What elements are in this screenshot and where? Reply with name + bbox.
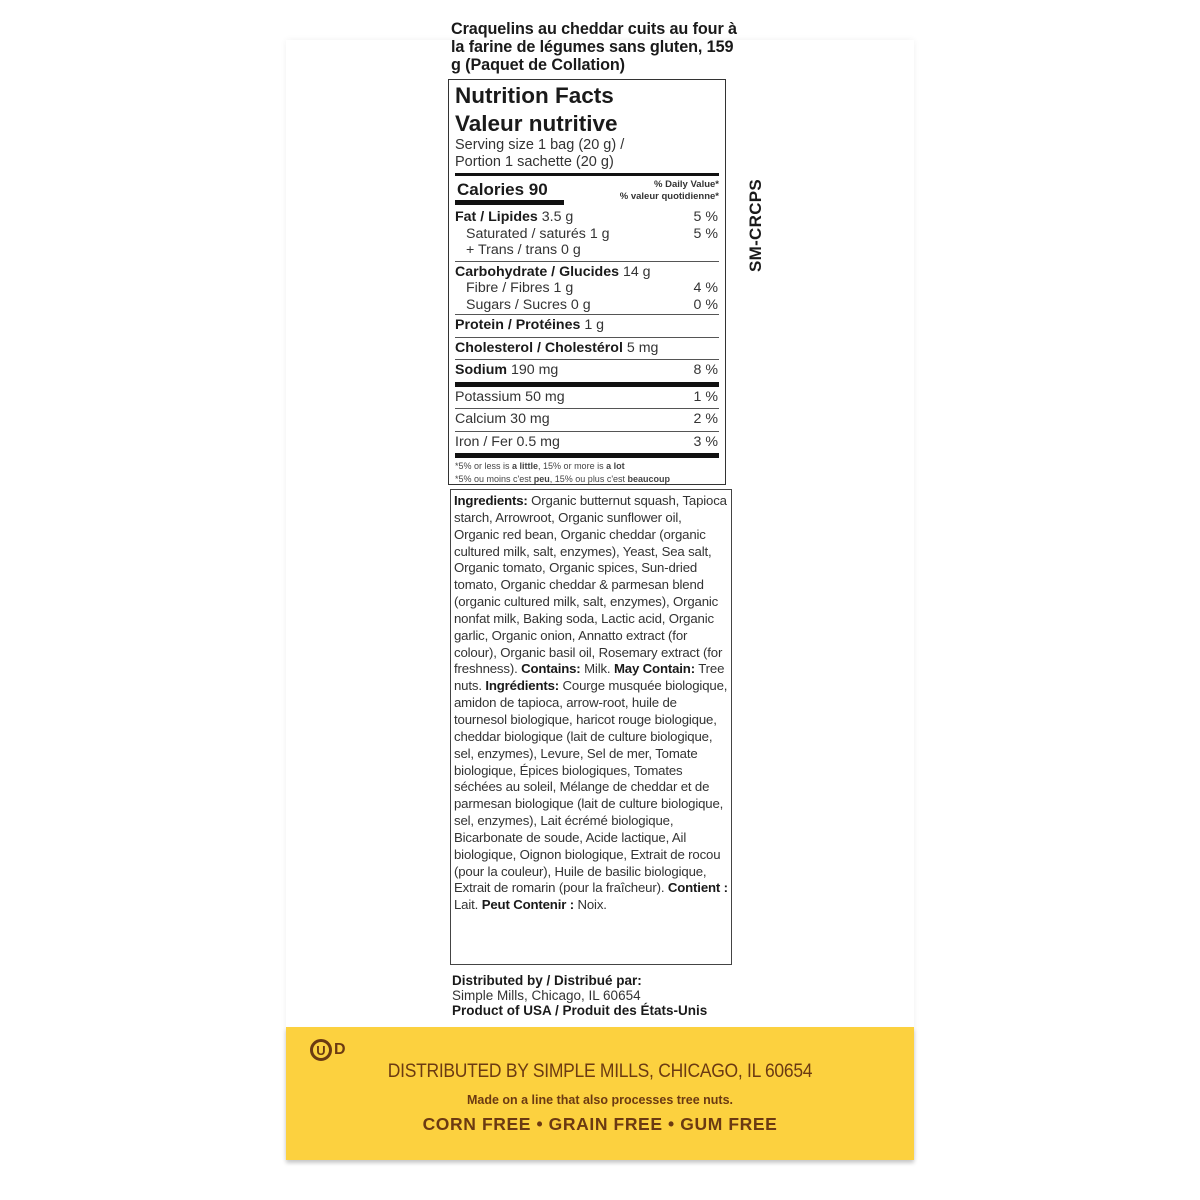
serving-size-en: Serving size 1 bag (20 g) / <box>455 137 625 153</box>
contains-label: Contains: <box>521 661 581 677</box>
distributor-line2: Simple Mills, Chicago, IL 60654 <box>452 988 641 1003</box>
potassium-label: Potassium 50 mg <box>455 388 565 405</box>
footnote <box>455 460 719 486</box>
may-contain-text: Tree nuts. <box>454 661 725 694</box>
fibre-label: Fibre / Fibres 1 g <box>466 280 574 296</box>
divider <box>455 408 719 409</box>
row-protein <box>455 317 719 334</box>
fat-label: Fat / Lipides <box>455 209 538 225</box>
band-free-claims: CORN FREE • GRAIN FREE • GUM FREE <box>422 1114 778 1134</box>
cholesterol-amount: 5 mg <box>626 339 659 356</box>
distributor-line1: Distributed by / Distribué par: <box>452 973 642 988</box>
peut-contenir-label: Peut Contenir : <box>481 897 574 913</box>
divider-thick <box>455 453 719 458</box>
distributor-line3: Product of USA / Produit des États-Unis <box>452 1003 708 1018</box>
nutrition-facts-table <box>448 79 726 485</box>
row-fat <box>455 209 719 226</box>
footnote-en <box>455 460 719 473</box>
row-saturated <box>455 226 719 243</box>
protein-amount: 1 g <box>584 317 605 333</box>
peut-contenir-text: Noix. <box>573 897 607 913</box>
protein-label: Protein / Protéines <box>455 317 581 333</box>
footnote-en-bold: a little <box>512 461 539 471</box>
calories-row <box>455 180 719 205</box>
divider <box>455 314 719 315</box>
divider-thick <box>455 382 719 387</box>
row-iron <box>455 434 719 451</box>
calories: Calories 90 <box>455 180 564 205</box>
footnote-en-text: , 15% or more is <box>538 461 607 471</box>
band-allergen-note: Made on a line that also processes tree nuts. <box>466 1093 734 1107</box>
row-calcium <box>455 411 719 428</box>
sugars-label: Sugars / Sucres 0 g <box>466 296 591 313</box>
nutrition-heading-fr: Valeur nutritive <box>455 111 618 136</box>
footnote-fr <box>455 473 719 486</box>
carb-amount: 14 g <box>622 263 651 280</box>
serving-size-fr: Portion 1 sachette (20 g) <box>455 154 614 170</box>
may-contain-label: May Contain: <box>613 661 695 677</box>
iron-pct: 3 % <box>693 433 718 450</box>
sugars-pct: 0 % <box>693 296 718 313</box>
ingredients-label-en: Ingredients: <box>454 493 528 508</box>
footnote-fr-bold: peu <box>533 474 550 484</box>
trans-label: + Trans / trans 0 g <box>466 242 581 258</box>
divider <box>455 173 719 176</box>
row-sugars <box>455 297 719 314</box>
contains-text: Milk. <box>580 661 614 677</box>
fibre-pct: 4 % <box>693 280 718 296</box>
saturated-label: Saturated / saturés 1 g <box>466 225 610 242</box>
footnote-en-text: *5% or less is <box>455 461 513 471</box>
row-cholesterol <box>455 340 719 357</box>
divider <box>455 359 719 360</box>
contient-text: Lait. <box>454 897 482 913</box>
row-sodium <box>455 362 719 379</box>
footnote-fr-bold: beaucoup <box>627 474 671 484</box>
carb-label: Carbohydrate / Glucides <box>455 263 619 280</box>
row-fibre <box>455 280 719 297</box>
ingredients-label-fr: Ingrédients: <box>485 678 560 694</box>
fat-pct: 5 % <box>693 209 718 225</box>
footnote-en-bold: a lot <box>606 461 625 471</box>
product-title: Craquelins au cheddar cuits au four à la farine de légumes sans gluten, 159 g (Paquet de Collation) <box>451 20 737 74</box>
distributor-info <box>452 973 752 1018</box>
divider <box>455 261 719 262</box>
calcium-pct: 2 % <box>693 411 718 427</box>
nutrition-heading-en: Nutrition Facts <box>455 83 614 108</box>
footnote-fr-text: *5% ou moins c'est <box>455 474 534 484</box>
row-carbohydrate <box>455 264 719 281</box>
contient-label: Contient : <box>667 880 728 896</box>
ingredients-box <box>450 489 732 965</box>
daily-value-header <box>620 179 719 203</box>
iron-label: Iron / Fer 0.5 mg <box>455 433 560 450</box>
potassium-pct: 1 % <box>693 388 718 405</box>
row-trans <box>455 242 719 259</box>
divider <box>455 337 719 338</box>
kosher-d-letter: D <box>334 1041 346 1058</box>
product-code: SM-CRCPS <box>746 178 765 272</box>
sodium-label: Sodium <box>455 362 508 378</box>
kosher-u-icon: U <box>310 1039 332 1061</box>
ingredients-text-fr: Courge musquée biologique, amidon de tapioca, arrow-root, huile de tournesol biologique, haricot rouge biologique, cheddar biologique (lait de culture biologique, sel, enzymes), Levure, Sel de mer, Tomate biologique, Épices biologiques, Tomates séchées au soleil, Mélange de cheddar et de parmesan biologique (lait de culture biologique, sel, enzymes), Lait écrémé biologique, Bicarbonate de soude, Acide lactique, Ail biologique, Oignon biologique, Extrait de rocou (pour la couleur), Huile de basilic biologique, Extrait de romarin (pour la fraîcheur). <box>454 678 728 896</box>
divider <box>455 431 719 432</box>
calcium-label: Calcium 30 mg <box>455 411 550 427</box>
row-potassium <box>455 389 719 406</box>
ingredients-text-en: Organic butternut squash, Tapioca starch, Arrowroot, Organic sunflower oil, Organic red bean, Organic cheddar (organic cultured milk, salt, enzymes), Yeast, Sea salt, Organic tomato, Organic spices, Sun-dried tomato, Organic cheddar & parmesan blend (organic cultured milk, salt, enzymes), Organic nonfat milk, Baking soda, Lactic acid, Organic garlic, Organic onion, Annatto extract (for colour), Organic basil oil, Rosemary extract (for freshness). <box>454 493 727 677</box>
band-distributed-text: DISTRIBUTED BY SIMPLE MILLS, CHICAGO, IL 60654 <box>387 1061 813 1082</box>
sodium-amount: 190 mg <box>510 362 559 378</box>
daily-value-en: % Daily Value* <box>654 179 719 190</box>
cholesterol-label: Cholesterol / Cholestérol <box>455 339 623 356</box>
fat-amount: 3.5 g <box>541 209 574 225</box>
kosher-dairy-symbol <box>310 1039 346 1061</box>
sodium-pct: 8 % <box>693 362 718 378</box>
footnote-fr-text: , 15% ou plus c'est <box>549 474 628 484</box>
daily-value-fr: % valeur quotidienne* <box>619 191 719 202</box>
saturated-pct: 5 % <box>693 225 718 242</box>
